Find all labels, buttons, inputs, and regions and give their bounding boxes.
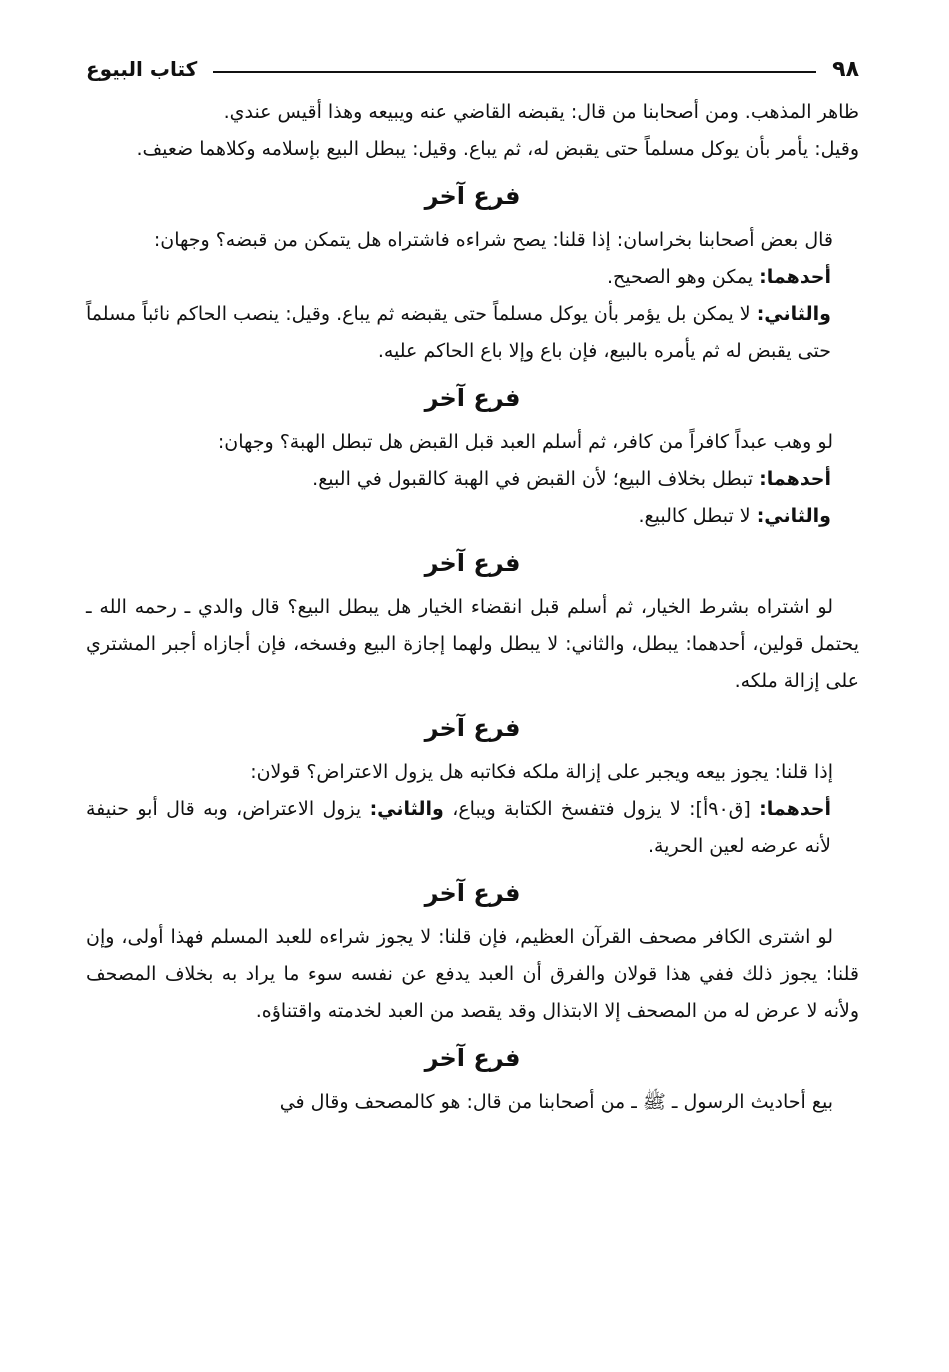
opinion-text: لا تبطل كالبيع. (638, 505, 757, 527)
opinion-text: تبطل بخلاف البيع؛ لأن القبض في الهبة كالقبول في البيع. (312, 468, 760, 490)
opinion-combined (86, 791, 859, 865)
opinion-label: والثاني: (756, 303, 831, 325)
section-paragraph: لو اشتراه بشرط الخيار، ثم أسلم قبل انقضاء الخيار هل يبطل البيع؟ قال والدي ـ رحمه الله ـ يحتمل قولين، أحدهما: يبطل، والثاني: لا يبطل ولهما إجازة البيع وفسخه، فإن أجازاه أجبر المشتري على إزالة ملكه. (86, 596, 859, 692)
opinion-label: أحدهما: (759, 798, 831, 820)
section-heading: فرع آخر (424, 549, 521, 577)
section-heading: فرع آخر (424, 1044, 521, 1072)
opinion-text: يزول الاعتراض، وبه قال أبو حنيفة لأنه عرضه لعين الحرية. (86, 798, 831, 857)
opinion-label: أحدهما: (759, 266, 831, 288)
opinion-second (86, 498, 859, 535)
section-heading: فرع آخر (424, 714, 521, 742)
section-paragraph: بيع أحاديث الرسول ـ ﷺ ـ من أصحابنا من قال: هو كالمصحف وقال في (279, 1091, 833, 1113)
opinion-second (86, 296, 859, 370)
opinion-first (86, 259, 859, 296)
opinion-text: لا يمكن بل يؤمر بأن يوكل مسلماً حتى يقبضه ثم يباع. وقيل: ينصب الحاكم نائباً مسلماً حتى يقبض له ثم يأمره بالبيع، فإن باع وإلا باع الحاكم عليه. (86, 303, 831, 362)
section-heading: فرع آخر (424, 879, 521, 907)
page-body (86, 94, 859, 1121)
page-number: ٩٨ (832, 56, 859, 82)
section-question: إذا قلنا: يجوز بيعه ويجبر على إزالة ملكه فكاتبه هل يزول الاعتراض؟ قولان: (250, 761, 833, 783)
book-title: كتاب البيوع (86, 57, 198, 81)
opinion-first (86, 461, 859, 498)
header-rule (213, 71, 816, 73)
opinion-text: يمكن وهو الصحيح. (606, 266, 760, 288)
opinion-label: والثاني: (369, 798, 444, 820)
section-question: قال بعض أصحابنا بخراسان: إذا قلنا: يصح شراءه فاشتراه هل يتمكن من قبضه؟ وجهان: (153, 229, 833, 251)
section-question: لو وهب عبداً كافراً من كافر، ثم أسلم العبد قبل القبض هل تبطل الهبة؟ وجهان: (217, 431, 833, 453)
opinion-label: والثاني: (756, 505, 831, 527)
opinion-text: [ق٩٠أ]: لا يزول فتفسخ الكتابة ويباع، (443, 798, 760, 820)
intro-paragraph-2: وقيل: يأمر بأن يوكل مسلماً حتى يقبض له، ثم يباع. وقيل: يبطل البيع بإسلامه وكلاهما ضعيف. (136, 138, 859, 160)
section-paragraph: لو اشترى الكافر مصحف القرآن العظيم، فإن قلنا: لا يجوز شراءه للعبد المسلم فهذا أولى، وإن قلنا: يجوز ذلك ففي هذا قولان والفرق أن العبد يدفع عن نفسه سوء ما يراد به بخلاف المصحف ولأنه لا عرض له من المصحف إلا الابتذال وقد يقصد من العبد لخدمته واقتناؤه. (86, 926, 859, 1022)
opinion-label: أحدهما: (759, 468, 831, 490)
intro-paragraph-1: ظاهر المذهب. ومن أصحابنا من قال: يقبضه القاضي عنه ويبيعه وهذا أقيس عندي. (223, 101, 859, 123)
section-heading: فرع آخر (424, 384, 521, 412)
section-heading: فرع آخر (424, 182, 521, 210)
running-header (86, 52, 859, 86)
